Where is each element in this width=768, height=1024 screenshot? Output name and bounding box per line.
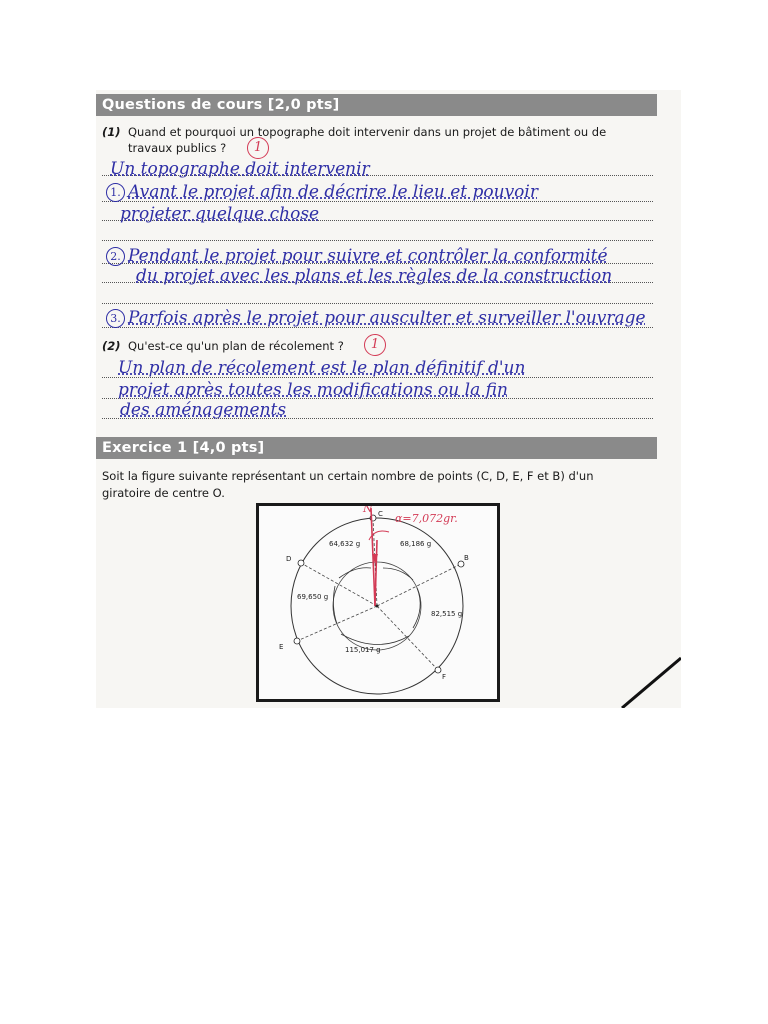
answer-line (102, 303, 653, 305)
roundabout-figure (256, 503, 500, 702)
handwritten-item-number: 1. (106, 183, 125, 202)
section-header-exercice-1: Exercice 1 [4,0 pts] (96, 437, 657, 459)
north-label: N (363, 506, 373, 515)
angle-arc-cb (383, 568, 413, 580)
label-d: D (286, 555, 292, 563)
handwritten-answer-intro: Un topographe doit intervenir (110, 159, 370, 179)
label-b: B (464, 554, 469, 562)
angle-arc-dc (339, 568, 371, 578)
angle-label-dc: 64,632 g (329, 540, 361, 548)
question-2-number: (2) (102, 339, 121, 353)
handwritten-answer-q2-3: des aménagements (120, 400, 287, 420)
handwritten-answer-2a (106, 246, 608, 266)
angle-label-cb: 68,186 g (400, 540, 432, 548)
score-mark-q1: 1 (247, 137, 269, 159)
handwritten-answer-1a-text: Avant le projet afin de décrire le lieu et pouvoir (128, 182, 538, 202)
scan-edge-mark (616, 650, 681, 708)
question-2-text: Qu'est-ce qu'un plan de récolement ? (128, 339, 344, 353)
section-header-questions: Questions de cours [2,0 pts] (96, 94, 657, 116)
answer-line (102, 240, 653, 242)
angle-label-de: 69,650 g (297, 593, 329, 601)
handwritten-answer-1a (106, 182, 538, 202)
score-mark-q2: 1 (364, 334, 386, 356)
roundabout-diagram (259, 506, 497, 699)
question-1-number: (1) (102, 125, 121, 139)
question-2 (102, 338, 344, 354)
exercise-statement (102, 468, 658, 502)
handwritten-item-number: 2. (106, 247, 125, 266)
label-c: C (378, 510, 383, 518)
handwritten-answer-1b: projeter quelque chose (120, 204, 320, 224)
exercise-statement-line2: giratoire de centre O. (102, 486, 225, 500)
angle-label-ef: 115,017 g (345, 646, 381, 654)
center-o (376, 605, 379, 608)
handwritten-answer-q2-2: projet après toutes les modifications ou la fin (118, 380, 508, 400)
handwritten-answer-3-text: Parfois après le projet pour ausculter et surveiller l'ouvrage (128, 308, 646, 328)
point-d (298, 560, 304, 566)
handwritten-answer-2b: du projet avec les plans et les règles de la construction (136, 266, 613, 286)
angle-arc-bf (413, 588, 420, 628)
handwritten-answer-2a-text: Pendant le projet pour suivre et contrôler la conformité (128, 246, 608, 266)
point-e (294, 638, 300, 644)
alpha-annotation: α=7,072gr. (395, 512, 458, 525)
scanned-page (96, 90, 681, 708)
radius-b (377, 564, 461, 606)
handwritten-answer-q2-1: Un plan de récolement est le plan définitif d'un (118, 358, 526, 378)
question-1-text-line1: Quand et pourquoi un topographe doit intervenir dans un projet de bâtiment ou de (128, 125, 607, 139)
label-f: F (442, 673, 447, 681)
handwritten-item-number: 3. (106, 309, 125, 328)
angle-arc-ef (341, 634, 409, 645)
exercise-statement-line1: Soit la figure suivante représentant un certain nombre de points (C, D, E, F et B) d'un (102, 469, 594, 483)
angle-label-bf: 82,515 g (431, 610, 463, 618)
label-e: E (279, 643, 284, 651)
question-1 (102, 124, 662, 156)
handwritten-answer-3 (106, 308, 646, 328)
point-f (435, 667, 441, 673)
azimuth-line (375, 540, 377, 606)
question-1-text-line2: travaux publics ? (128, 141, 227, 155)
